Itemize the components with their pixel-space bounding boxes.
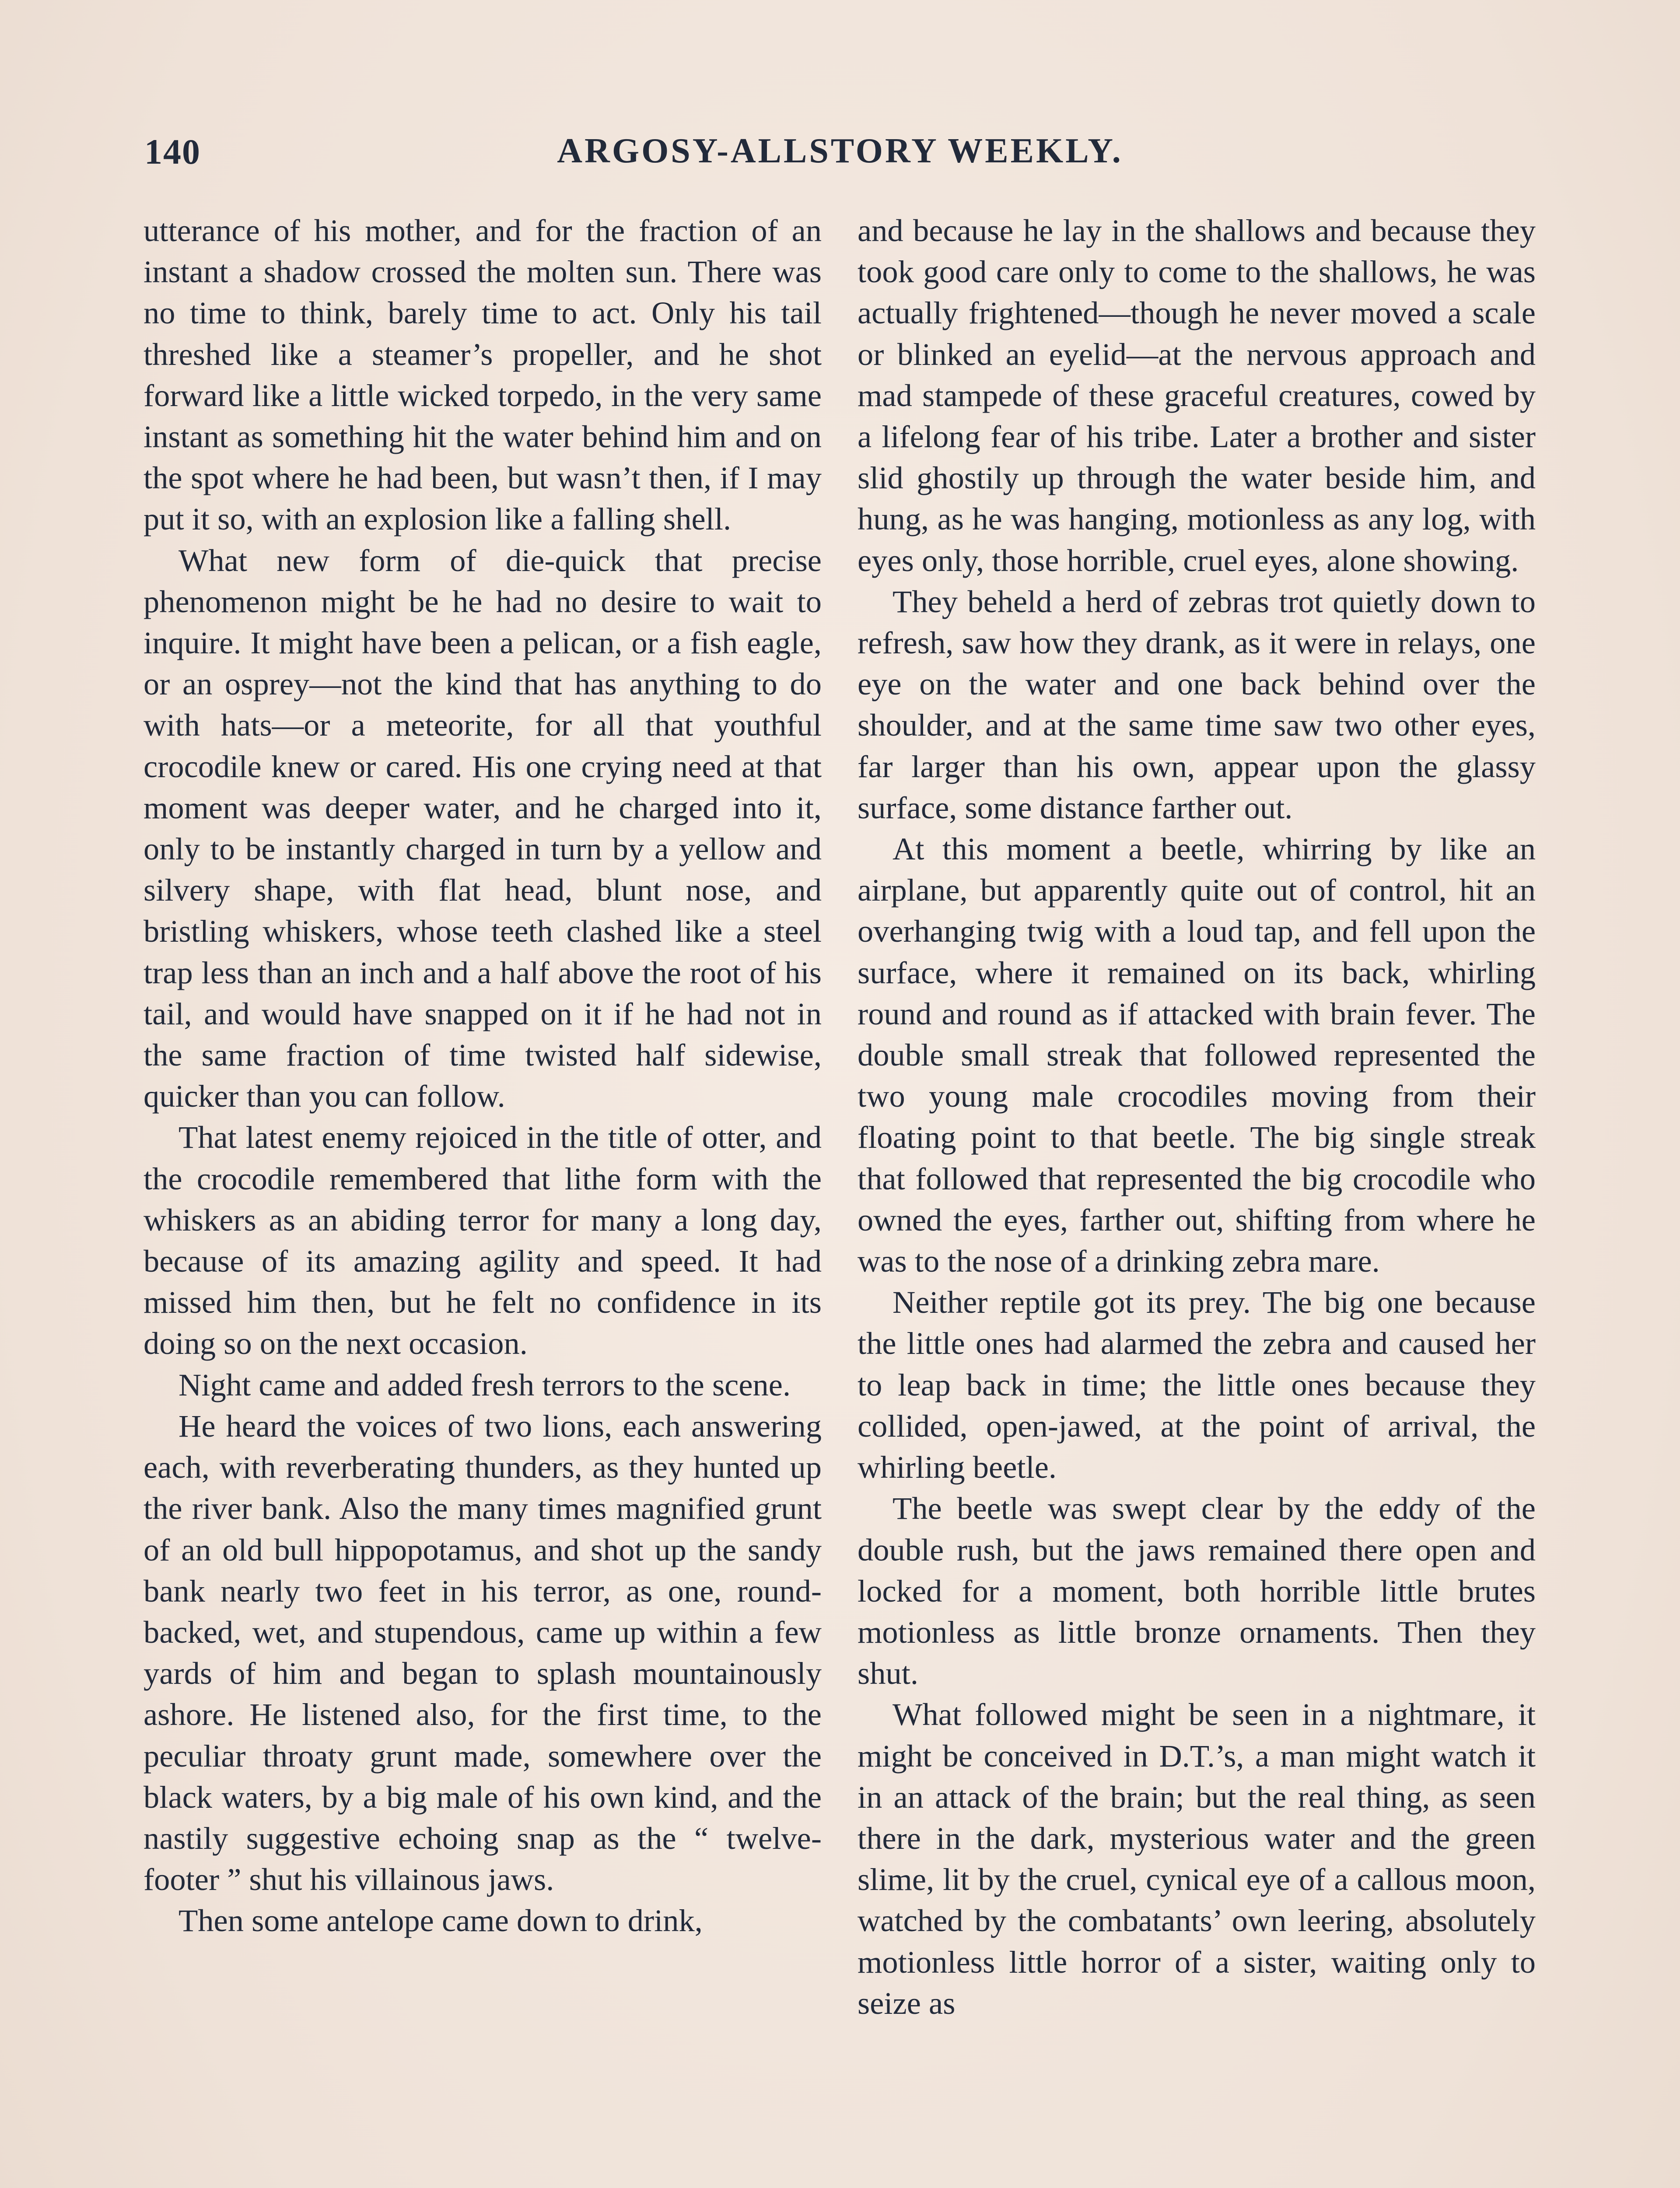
paragraph: What followed might be seen in a nightmare, it might be conceived in D.T.’s, a man might watch it in an attack of the brain; but the real thing, as seen there in the dark, mysterious water and the green slime, lit by the cruel, cynical eye of a callous moon, watched by the combatants’ own leering, absolutely motionless little horror of a sister, waiting only to seize as bbox=[858, 1697, 1536, 2021]
paragraph: The beetle was swept clear by the eddy of the double rush, but the jaws remained there open and locked for a moment, both horrible little brutes motionless as little bronze ornaments. Then they shut. bbox=[858, 1490, 1536, 1691]
paragraph: They beheld a herd of zebras trot quietly down to refresh, saw how they drank, as it were in relays, one eye on the water and one back behind over the shoulder, and at the same time saw two other eyes, far larger than his own, appear upon the glassy surface, some distance farther out. bbox=[858, 583, 1536, 825]
paragraph: utterance of his mother, and for the fraction of an instant a shadow crossed the molten sun. There was no time to think, barely time to act. Only his tail threshed like a steamer’s propeller, and he shot forward like a little wicked torpedo, in the very same instant as something hit the water behind him and on the spot where he had been, but wasn’t then, if I may put it so, with an explosion like a falling shell. bbox=[144, 213, 822, 537]
page-number: 140 bbox=[144, 132, 201, 172]
paragraph: and because he lay in the shallows and because they took good care only to come to the shallows, he was actually frightened—though he never moved a scale or blinked an eyelid—at the nervous approach and mad stampede of these graceful creatures, cowed by a lifelong fear of his tribe. Later a brother and sister slid ghostily up through the water beside him, and hung, as he was hanging, motionless as any log, with eyes only, those horrible, cruel eyes, alone showing. bbox=[858, 213, 1536, 578]
paragraph: Neither reptile got its prey. The big one because the little ones had alarmed the zebra and caused her to leap back in time; the little ones because they collided, open-jawed, at the point of arrival, the whirling beetle. bbox=[858, 1284, 1536, 1485]
paragraph: He heard the voices of two lions, each answering each, with reverberating thunders, as they hunted up the river bank. Also the many times magnified grunt of an old bull hippopotamus, and shot up the sandy bank nearly two feet in his terror, as one, round-backed, wet, and stupendous, came up within a few yards of him and began to splash mountainously ashore. He listened also, for the first time, to the peculiar throaty grunt made, somewhere over the black waters, by a big male of his own kind, and the nastily suggestive echoing snap as the “ twelve-footer ” shut his villainous jaws. bbox=[144, 1408, 822, 1897]
paragraph: That latest enemy rejoiced in the title of otter, and the crocodile remembered that lithe form with the whiskers as an abiding terror for many a long day, because of its amazing agility and speed. It had missed him then, but he felt no confidence in its doing so on the next occasion. bbox=[144, 1119, 822, 1361]
paragraph: Then some antelope came down to drink, bbox=[178, 1903, 703, 1939]
page-header bbox=[144, 131, 1536, 188]
left-column bbox=[144, 210, 822, 1942]
running-head: ARGOSY-ALLSTORY WEEKLY. bbox=[557, 132, 1123, 170]
paragraph: What new form of die-quick that precise phenomenon might be he had no desire to wait to inquire. It might have been a pelican, or a fish eagle, or an osprey—not the kind that has anything to do with hats—or a meteorite, for all that youthful crocodile knew or cared. His one crying need at that moment was deeper water, and he charged into it, only to be instantly charged in turn by a yellow and silvery shape, with flat head, blunt nose, and bristling whiskers, whose teeth clashed like a steel trap less than an inch and a half above the root of his tail, and would have snapped on it if he had not in the same fraction of time twisted half sidewise, quicker than you can follow. bbox=[144, 542, 822, 1114]
right-column bbox=[858, 210, 1536, 2024]
paragraph: At this moment a beetle, whirring by like an airplane, but apparently quite out of control, hit an overhanging twig with a loud tap, and fell upon the surface, where it remained on its back, whirling round and round as if attacked with brain fever. The double small streak that followed represented the two young male crocodiles moving from their floating point to that beetle. The big single streak that followed that represented the big crocodile who owned the eyes, farther out, shifting from where he was to the nose of a drinking zebra mare. bbox=[858, 831, 1536, 1279]
paragraph: Night came and added fresh terrors to the scene. bbox=[178, 1367, 791, 1403]
